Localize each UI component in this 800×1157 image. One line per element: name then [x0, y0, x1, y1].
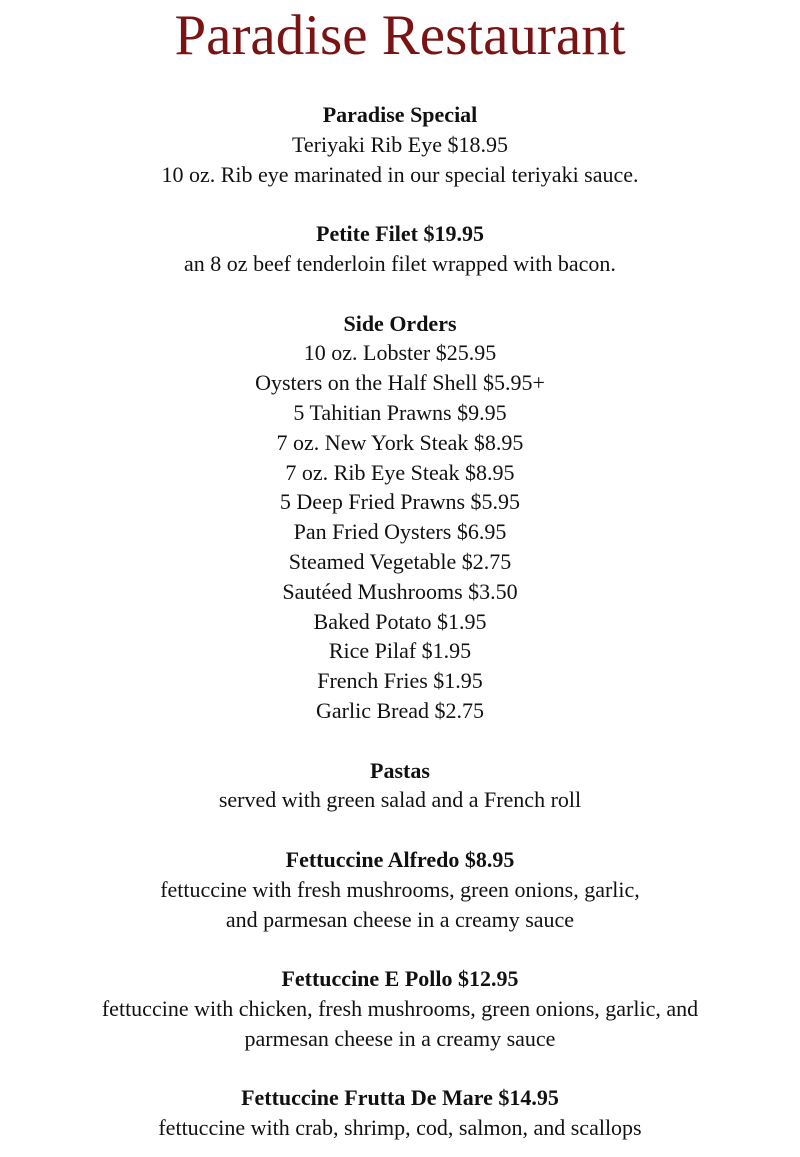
menu-item: Sautéed Mushrooms $3.50	[282, 578, 518, 604]
section-heading: Side Orders	[343, 310, 457, 336]
menu-item: Teriyaki Rib Eye $18.95	[292, 131, 508, 157]
pasta-item-pollo	[0, 964, 800, 1053]
section-paradise-special	[0, 100, 800, 189]
item-description: parmesan cheese in a creamy sauce	[244, 1025, 556, 1051]
spacer	[0, 815, 800, 845]
menu-item: 7 oz. New York Steak $8.95	[276, 429, 524, 455]
item-description: fettuccine with fresh mushrooms, green onions, garlic,	[160, 876, 640, 902]
menu-item: 5 Deep Fried Prawns $5.95	[279, 489, 521, 515]
menu-item-name: Fettuccine E Pollo $12.95	[281, 966, 519, 992]
menu-content	[0, 100, 800, 1143]
section-petite-filet	[0, 219, 800, 279]
item-description: fettuccine with crab, shrimp, cod, salmon, and scallops	[158, 1115, 642, 1141]
spacer	[0, 279, 800, 309]
spacer	[0, 1054, 800, 1084]
spacer	[0, 189, 800, 219]
menu-item-name: Fettuccine Alfredo $8.95	[285, 846, 515, 872]
menu-item: 7 oz. Rib Eye Steak $8.95	[285, 459, 515, 485]
section-side-orders	[0, 309, 800, 726]
pasta-item-alfredo	[0, 845, 800, 934]
menu-item-name: Fettuccine Frutta De Mare $14.95	[241, 1085, 559, 1111]
menu-item: Rice Pilaf $1.95	[328, 638, 472, 664]
menu-item: Baked Potato $1.95	[313, 608, 487, 634]
menu-item: Steamed Vegetable $2.75	[288, 548, 512, 574]
restaurant-title: Paradise Restaurant	[174, 4, 626, 67]
menu-item: Pan Fried Oysters $6.95	[293, 519, 507, 545]
item-description: and parmesan cheese in a creamy sauce	[225, 906, 575, 932]
item-description: fettuccine with chicken, fresh mushrooms, green onions, garlic, and	[101, 995, 699, 1021]
menu-item: 5 Tahitian Prawns $9.95	[293, 399, 507, 425]
section-heading: Pastas	[370, 757, 430, 783]
section-heading: Petite Filet $19.95	[316, 221, 484, 247]
menu-item: French Fries $1.95	[317, 668, 483, 694]
pasta-item-frutta-de-mare	[0, 1083, 800, 1143]
item-description: an 8 oz beef tenderloin filet wrapped with bacon.	[184, 250, 616, 276]
spacer	[0, 934, 800, 964]
section-heading: Paradise Special	[322, 102, 478, 127]
spacer	[0, 726, 800, 756]
section-pastas	[0, 756, 800, 1143]
menu-item: Oysters on the Half Shell $5.95+	[255, 370, 545, 396]
menu-item: 10 oz. Lobster $25.95	[303, 340, 497, 366]
item-description: 10 oz. Rib eye marinated in our special teriyaki sauce.	[161, 161, 639, 187]
section-note: served with green salad and a French roll	[218, 787, 582, 813]
menu-item: Garlic Bread $2.75	[316, 697, 484, 723]
